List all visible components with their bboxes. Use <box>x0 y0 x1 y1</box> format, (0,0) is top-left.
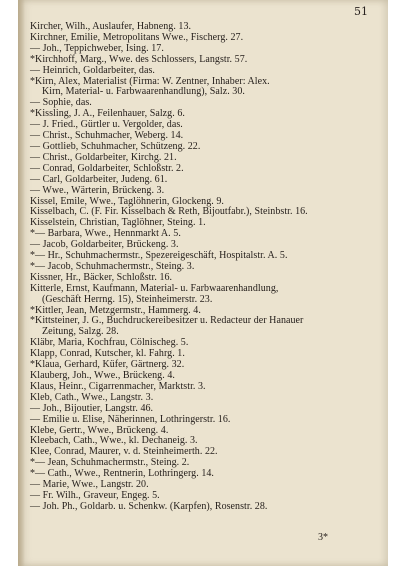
directory-entry: — Wwe., Wärterin, Brückeng. 3. <box>30 184 165 196</box>
directory-entry: Klebe, Gertr., Wwe., Brückeng. 4. <box>30 424 169 436</box>
directory-entry: *Kittler, Jean, Metzgermstr., Hammerg. 4. <box>30 304 201 316</box>
directory-entry-continuation: (Geschäft Herrng. 15), Steinheimerstr. 23. <box>42 293 213 305</box>
directory-entry: — Marie, Wwe., Langstr. 20. <box>30 479 149 491</box>
directory-entry: *— Hr., Schuhmachermstr., Spezereigeschäft, Hospitalstr. A. 5. <box>30 250 288 262</box>
directory-entry-continuation: Zeitung, Salzg. 28. <box>42 326 119 338</box>
directory-entry-continuation: Kirn, Material- u. Farbwaarenhandlung), Salz. 30. <box>42 86 245 98</box>
directory-entry: Kissel, Emile, Wwe., Taglöhnerin, Glockeng. 9. <box>30 195 224 207</box>
directory-entry: Kleebach, Cath., Wwe., kl. Dechaneig. 3. <box>30 435 198 447</box>
directory-entry: Klee, Conrad, Maurer, v. d. Steinheimerth. 22. <box>30 446 218 458</box>
directory-entry: Kirchner, Emilie, Metropolitans Wwe., Fischerg. 27. <box>30 31 244 43</box>
directory-entry: — Christ., Goldarbeiter, Kirchg. 21. <box>30 151 177 163</box>
directory-entry: — Fr. Wilh., Graveur, Engeg. 5. <box>30 489 160 501</box>
directory-entry: *Kirchhoff, Marg., Wwe. des Schlossers, Langstr. 57. <box>30 53 248 65</box>
directory-entry: — Sophie, das. <box>30 97 92 109</box>
directory-entry: *— Barbara, Wwe., Hennmarkt A. 5. <box>30 228 181 240</box>
directory-entry: — Joh. Ph., Goldarb. u. Schenkw. (Karpfen), Rosenstr. 28. <box>30 500 268 512</box>
directory-entry: — Emilie u. Elise, Näherinnen, Lothringerstr. 16. <box>30 413 231 425</box>
directory-entry: Kleb, Cath., Wwe., Langstr. 3. <box>30 391 154 403</box>
directory-entry: — Gottlieb, Schuhmacher, Schützeng. 22. <box>30 140 201 152</box>
directory-entry: — Christ., Schuhmacher, Weberg. 14. <box>30 130 184 142</box>
directory-entry: *Kittsteiner, J. G., Buchdruckereibesitzer u. Redacteur der Hanauer <box>30 315 304 327</box>
directory-entry: — Joh., Bijoutier, Langstr. 46. <box>30 402 154 414</box>
directory-entry: Kissner, Hr., Bäcker, Schloßstr. 16. <box>30 271 173 283</box>
directory-entry: Klauberg, Joh., Wwe., Brückeng. 4. <box>30 370 175 381</box>
directory-entry: — Carl, Goldarbeiter, Judeng. 61. <box>30 173 168 185</box>
directory-entry: Kircher, Wilh., Auslaufer, Habneng. 13. <box>30 21 192 32</box>
directory-entries <box>30 22 365 513</box>
directory-entry: — Joh., Teppichweber, Ising. 17. <box>30 42 164 54</box>
directory-entry: Kisselstein, Christian, Taglöhner, Steing. 1. <box>30 217 206 229</box>
directory-entry: Klapp, Conrad, Kutscher, kl. Fahrg. 1. <box>30 348 185 360</box>
directory-entry: *Kissling, J. A., Feilenhauer, Salzg. 6. <box>30 108 185 120</box>
directory-entry: *Klaua, Gerhard, Küfer, Gärtnerg. 32. <box>30 359 185 371</box>
directory-entry: Kitterle, Ernst, Kaufmann, Material- u. Farbwaarenhandlung, <box>30 282 279 294</box>
directory-entry: *— Jacob, Schuhmachermstr., Steing. 3. <box>30 260 195 272</box>
signature-mark: 3* <box>318 532 328 543</box>
directory-entry: *Kirn, Alex, Materialist (Firma: W. Zentner, Inhaber: Alex. <box>30 75 270 87</box>
directory-entry: Klaus, Heinr., Cigarrenmacher, Marktstr. 3. <box>30 380 206 392</box>
directory-entry: *— Jean, Schuhmachermstr., Steing. 2. <box>30 457 190 469</box>
directory-entry: — Conrad, Goldarbeiter, Schloßstr. 2. <box>30 162 184 174</box>
page-number: 51 <box>354 5 368 18</box>
directory-entry: — Jacob, Goldarbeiter, Brückeng. 3. <box>30 239 179 251</box>
directory-entry: — Heinrich, Goldarbeiter, das. <box>30 64 155 76</box>
directory-entry: — J. Fried., Gürtler u. Vergolder, das. <box>30 119 183 131</box>
directory-entry: Kisselbach, C. (F. Fir. Kisselbach & Reth, Bijoutfabr.), Steinbstr. 16. <box>30 206 308 218</box>
directory-entry: Kläbr, Maria, Kochfrau, Cölnischeg. 5. <box>30 337 189 349</box>
directory-entry: *— Cath., Wwe., Rentnerin, Lothringerg. 14. <box>30 468 214 480</box>
